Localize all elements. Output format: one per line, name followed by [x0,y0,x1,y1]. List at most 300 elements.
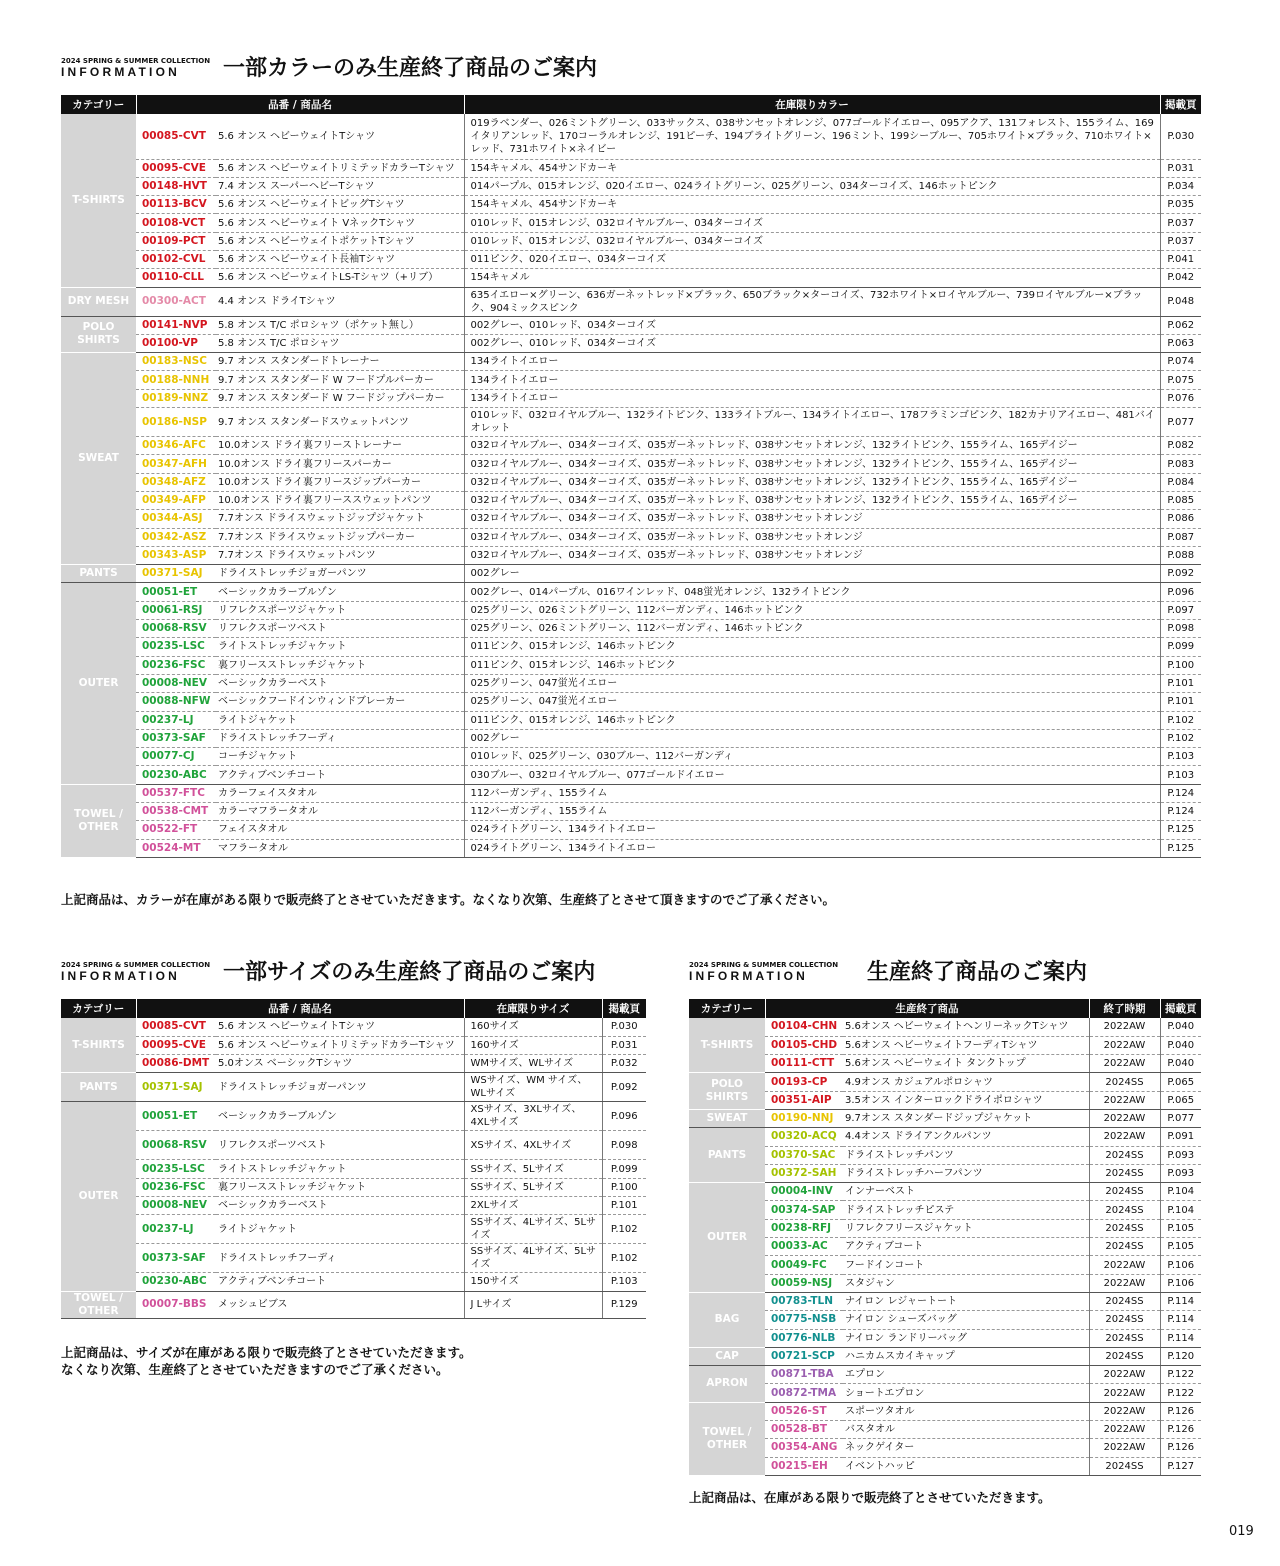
table-row [61,1196,646,1214]
product-code: 00007-BBS [136,1291,216,1318]
product-name: エプロン [843,1366,1089,1384]
table-row [61,601,1201,619]
page-ref: P.124 [1160,803,1201,821]
product-name: 10.0オンス ドライ裏フリースジップパーカー [216,473,464,491]
product-code: 00872-TMA [765,1384,843,1402]
product-colors: 025グリーン、047蛍光イエロー [464,693,1160,711]
page-ref: P.037 [1160,232,1201,250]
collection-label: 2024 SPRING & SUMMER COLLECTION [689,961,839,969]
category-cell: PANTS [61,1073,136,1102]
product-code: 00095-CVE [136,159,216,177]
product-code: 00104-CHN [765,1018,843,1036]
product-end: 2024SS [1089,1311,1160,1329]
product-code: 00215-EH [765,1457,843,1475]
product-name: 4.4オンス ドライアンクルパンツ [843,1128,1089,1146]
product-code: 00373-SAF [136,729,216,747]
table-row [61,729,1201,747]
product-code: 00371-SAJ [136,1073,216,1102]
section3-header [689,960,1088,985]
product-name: ナイロン レジャートート [843,1292,1089,1310]
product-end: 2022AW [1089,1091,1160,1109]
product-name: ナイロン ランドリーバッグ [843,1329,1089,1347]
product-name: 5.6 オンス ヘビーウェイトリミテッドカラーTシャツ [216,159,464,177]
page-ref: P.105 [1160,1219,1201,1237]
table-row [689,1128,1201,1146]
category-cell: T-SHIRTS [689,1018,765,1073]
table-row [61,1036,646,1054]
page-ref: P.077 [1160,408,1201,437]
section-title: 一部カラーのみ生産終了商品のご案内 [223,56,598,81]
product-code: 00238-RFJ [765,1219,843,1237]
product-end: 2022AW [1089,1018,1160,1036]
product-name: カラーフェイスタオル [216,784,464,802]
table-row [61,316,1201,334]
table-row [689,1439,1201,1457]
table-row [689,1164,1201,1182]
table-row [61,269,1201,287]
product-code: 00370-SAC [765,1146,843,1164]
page-ref: P.088 [1160,546,1201,564]
product-colors: 019ラベンダー、026ミントグリーン、033サックス、038サンセットオレンジ、077ゴールドイエロー、095アクア、131フォレスト、155ライム、169イタリアンレッド、170コーラルオレンジ、191ピーチ、194ブライトグリーン、196ミント、199シーブルー、705ホワイト×ブラック、710ホワイト×レッド、731ホワイト×ネイビー [464,114,1160,159]
product-name: アクティブベンチコート [216,766,464,784]
page-ref: P.106 [1160,1256,1201,1274]
product-name: 10.0オンス ドライ裏フリーストレーナー [216,437,464,455]
product-code: 00193-CP [765,1073,843,1091]
product-name: フードインコート [843,1256,1089,1274]
table-row [61,1215,646,1244]
product-name: ライトジャケット [216,1215,464,1244]
product-colors: 010レッド、032ロイヤルブルー、132ライトピンク、133ライトブルー、134ライトイエロー、178フラミンゴピンク、182カナリアイエロー、481バイオレット [464,408,1160,437]
table-row [689,1036,1201,1054]
page-ref: P.084 [1160,473,1201,491]
product-name: 5.6オンス ヘビーウェイトフーディTシャツ [843,1036,1089,1054]
page-ref: P.093 [1160,1146,1201,1164]
page-ref: P.124 [1160,784,1201,802]
product-end: 2024SS [1089,1457,1160,1475]
section2-note: 上記商品は、サイズが在庫がある限りで販売終了とさせていただきます。 なくなり次第、生産終了とさせていただきますのでご了承ください。 [61,1345,472,1377]
product-colors: 010レッド、015オレンジ、032ロイヤルブルー、034ターコイズ [464,232,1160,250]
product-colors: 002グレー、010レッド、034ターコイズ [464,316,1160,334]
product-code: 00113-BCV [136,196,216,214]
page-ref: P.102 [1160,711,1201,729]
product-colors: 010レッド、025グリーン、030ブルー、112バーガンディ [464,748,1160,766]
product-code: 00108-VCT [136,214,216,232]
page-ref: P.092 [1160,565,1201,583]
table-row [61,620,1201,638]
table-row [689,1238,1201,1256]
product-name: 5.8 オンス T/C ポロシャツ（ポケット無し） [216,316,464,334]
category-cell: TOWEL / OTHER [61,784,136,857]
product-name: 5.8 オンス T/C ポロシャツ [216,334,464,352]
page-ref: P.125 [1160,839,1201,857]
page-ref: P.075 [1160,371,1201,389]
section-title: 生産終了商品のご案内 [867,960,1088,985]
section-title: 一部サイズのみ生産終了商品のご案内 [223,960,596,985]
page-ref: P.103 [602,1273,646,1291]
product-code: 00061-RSJ [136,601,216,619]
product-colors: 002グレー、014パープル、016ワインレッド、048蛍光オレンジ、132ライトピンク [464,583,1160,601]
table-row [689,1183,1201,1201]
category-cell: T-SHIRTS [61,1018,136,1073]
table-row [689,1274,1201,1292]
product-code: 00351-AIP [765,1091,843,1109]
table-row [689,1402,1201,1420]
category-cell: T-SHIRTS [61,114,136,287]
product-code: 00349-AFP [136,491,216,509]
product-code: 00354-ANG [765,1439,843,1457]
page-ref: P.042 [1160,269,1201,287]
product-end: 2022AW [1089,1128,1160,1146]
info-label: INFORMATION [689,969,808,983]
page-ref: P.120 [1160,1347,1201,1365]
product-sizes: SSサイズ、5Lサイズ [464,1160,602,1178]
table-row [689,1146,1201,1164]
product-name: 3.5オンス インターロックドライポロシャツ [843,1091,1089,1109]
product-code: 00004-INV [765,1183,843,1201]
product-name: 7.4 オンス スーパーヘビーTシャツ [216,177,464,195]
page-ref: P.100 [602,1178,646,1196]
table-row [689,1347,1201,1365]
page-ref: P.106 [1160,1274,1201,1292]
page-ref: P.040 [1160,1036,1201,1054]
product-sizes: WMサイズ、WLサイズ [464,1055,602,1073]
product-code: 00033-AC [765,1238,843,1256]
header-sizes: 在庫限りサイズ [464,999,602,1018]
product-code: 00348-AFZ [136,473,216,491]
product-name: ベーシックフードインウィンドブレーカー [216,693,464,711]
product-code: 00236-FSC [136,1178,216,1196]
product-name: 7.7オンス ドライスウェットパンツ [216,546,464,564]
product-code: 00102-CVL [136,250,216,268]
header-page: 掲載頁 [1160,999,1201,1018]
collection-label: 2024 SPRING & SUMMER COLLECTION [61,961,211,969]
table-row [61,232,1201,250]
product-code: 00347-AFH [136,455,216,473]
product-code: 00105-CHD [765,1036,843,1054]
table-row [61,510,1201,528]
product-name: ドライストレッチフーディ [216,729,464,747]
table-row [61,711,1201,729]
product-end: 2022AW [1089,1055,1160,1073]
product-code: 00109-PCT [136,232,216,250]
table-row [61,784,1201,802]
product-name: アクティブコート [843,1238,1089,1256]
table-row [61,437,1201,455]
table-row [61,455,1201,473]
page-ref: P.114 [1160,1329,1201,1347]
table-row [61,491,1201,509]
page-number: 019 [1229,1524,1254,1539]
page-ref: P.126 [1160,1402,1201,1420]
page-ref: P.035 [1160,196,1201,214]
page-ref: P.126 [1160,1439,1201,1457]
product-code: 00346-AFC [136,437,216,455]
product-name: カラーマフラータオル [216,803,464,821]
product-name: 5.6 オンス ヘビーウェイトLS-Tシャツ（+リブ） [216,269,464,287]
product-name: リフレクフリースジャケット [843,1219,1089,1237]
product-code: 00783-TLN [765,1292,843,1310]
page-ref: P.105 [1160,1238,1201,1256]
page-ref: P.034 [1160,177,1201,195]
product-colors: 112バーガンディ、155ライム [464,784,1160,802]
page-ref: P.086 [1160,510,1201,528]
product-end: 2022AW [1089,1036,1160,1054]
product-name: 10.0オンス ドライ裏フリーススウェットパンツ [216,491,464,509]
product-name: ドライストレッチハーフパンツ [843,1164,1089,1182]
product-name: ドライストレッチパンツ [843,1146,1089,1164]
product-code: 00189-NNZ [136,389,216,407]
product-sizes: SSサイズ、4Lサイズ、5Lサイズ [464,1215,602,1244]
table-row [689,1256,1201,1274]
product-colors: 635イエロー×グリーン、636ガーネットレッド×ブラック、650ブラック×ターコイズ、732ホワイト×ロイヤルブルー、739ロイヤルブルー×ブラック、904ミックスピンク [464,287,1160,316]
product-colors: 024ライトグリーン、134ライトイエロー [464,839,1160,857]
page-ref: P.125 [1160,821,1201,839]
product-code: 00371-SAJ [136,565,216,583]
product-name: 5.6 オンス ヘビーウェイトポケットTシャツ [216,232,464,250]
product-code: 00237-LJ [136,1215,216,1244]
header-end-period: 終了時期 [1089,999,1160,1018]
product-name: バスタオル [843,1421,1089,1439]
table-row [689,1421,1201,1439]
table-row [61,214,1201,232]
product-code: 00300-ACT [136,287,216,316]
product-name: 9.7 オンス スタンダード W フードジップパーカー [216,389,464,407]
table-row [61,656,1201,674]
category-cell: OUTER [61,583,136,784]
product-colors: 002グレー [464,729,1160,747]
product-colors: 032ロイヤルブルー、034ターコイズ、035ガーネットレッド、038サンセットオレンジ、132ライトピンク、155ライム、165デイジー [464,437,1160,455]
product-code: 00068-RSV [136,620,216,638]
product-end: 2024SS [1089,1347,1160,1365]
section1-header [61,56,598,81]
table-row [61,1178,646,1196]
product-name: 5.0オンス ベーシックTシャツ [216,1055,464,1073]
product-colors: 011ピンク、015オレンジ、146ホットピンク [464,638,1160,656]
table-row [61,766,1201,784]
category-cell: CAP [689,1347,765,1365]
product-name: ドライストレッチピステ [843,1201,1089,1219]
table-row [689,1457,1201,1475]
product-colors: 134ライトイエロー [464,353,1160,371]
product-end: 2024SS [1089,1073,1160,1091]
product-name: マフラータオル [216,839,464,857]
page-ref: P.126 [1160,1421,1201,1439]
category-cell: OUTER [689,1183,765,1293]
product-code: 00088-NFW [136,693,216,711]
product-code: 00085-CVT [136,114,216,159]
product-name: ライトジャケット [216,711,464,729]
product-name: ショートエプロン [843,1384,1089,1402]
page-ref: P.076 [1160,389,1201,407]
page-ref: P.104 [1160,1183,1201,1201]
page-ref: P.096 [1160,583,1201,601]
product-name: 10.0オンス ドライ裏フリースパーカー [216,455,464,473]
product-name: 4.9オンス カジュアルポロシャツ [843,1073,1089,1091]
page-ref: P.102 [602,1244,646,1273]
product-sizes: J Lサイズ [464,1291,602,1318]
product-name: 5.6 オンス ヘビーウェイトビッグTシャツ [216,196,464,214]
product-code: 00320-ACQ [765,1128,843,1146]
collection-label: 2024 SPRING & SUMMER COLLECTION [61,57,211,65]
product-colors: 134ライトイエロー [464,371,1160,389]
page-ref: P.122 [1160,1366,1201,1384]
page-ref: P.093 [1160,1164,1201,1182]
product-code: 00776-NLB [765,1329,843,1347]
table-row [61,693,1201,711]
table-row [689,1073,1201,1091]
product-colors: 032ロイヤルブルー、034ターコイズ、035ガーネットレッド、038サンセットオレンジ、132ライトピンク、155ライム、165デイジー [464,455,1160,473]
product-colors: 011ピンク、015オレンジ、146ホットピンク [464,711,1160,729]
product-name: ライトストレッチジャケット [216,638,464,656]
table-row [61,353,1201,371]
product-colors: 002グレー [464,565,1160,583]
product-sizes: SSサイズ、4Lサイズ、5Lサイズ [464,1244,602,1273]
page-ref: P.077 [1160,1109,1201,1127]
product-end: 2022AW [1089,1366,1160,1384]
product-code: 00051-ET [136,583,216,601]
product-name: ベーシックカラーブルゾン [216,1102,464,1131]
page-ref: P.030 [602,1018,646,1036]
category-cell: APRON [689,1366,765,1403]
product-name: ドライストレッチフーディ [216,1244,464,1273]
page-ref: P.104 [1160,1201,1201,1219]
product-name: 裏フリースストレッチジャケット [216,1178,464,1196]
page-ref: P.030 [1160,114,1201,159]
table-row [689,1329,1201,1347]
color-discontinue-table [61,95,1201,858]
product-code: 00148-HVT [136,177,216,195]
page-ref: P.098 [602,1131,646,1160]
product-end: 2022AW [1089,1256,1160,1274]
product-name: リフレクスポーツベスト [216,1131,464,1160]
product-colors: 014パープル、015オレンジ、020イエロー、024ライトグリーン、025グリーン、034ターコイズ、146ホットピンク [464,177,1160,195]
product-code: 00373-SAF [136,1244,216,1273]
product-name: 9.7 オンス スタンダードトレーナー [216,353,464,371]
table-row [689,1109,1201,1127]
product-sizes: SSサイズ、5Lサイズ [464,1178,602,1196]
product-code: 00008-NEV [136,674,216,692]
product-code: 00077-CJ [136,748,216,766]
product-end: 2022AW [1089,1274,1160,1292]
product-code: 00235-LSC [136,1160,216,1178]
header-page: 掲載頁 [1160,95,1201,114]
product-name: 5.6 オンス ヘビーウェイトTシャツ [216,1018,464,1036]
table-row [61,334,1201,352]
category-cell: BAG [689,1292,765,1347]
table-row [61,803,1201,821]
page-ref: P.062 [1160,316,1201,334]
product-colors: 134ライトイエロー [464,389,1160,407]
product-end: 2024SS [1089,1146,1160,1164]
product-code: 00526-ST [765,1402,843,1420]
page-ref: P.099 [602,1160,646,1178]
product-sizes: WSサイズ、WM サイズ、WLサイズ [464,1073,602,1102]
category-cell: TOWEL / OTHER [61,1291,136,1318]
product-code: 00537-FTC [136,784,216,802]
table-row [689,1384,1201,1402]
product-end: 2024SS [1089,1219,1160,1237]
table-row [61,1055,646,1073]
page-ref: P.114 [1160,1311,1201,1329]
product-colors: 154キャメル [464,269,1160,287]
page-ref: P.083 [1160,455,1201,473]
table-row [61,674,1201,692]
page-ref: P.037 [1160,214,1201,232]
product-code: 00775-NSB [765,1311,843,1329]
product-colors: 032ロイヤルブルー、034ターコイズ、035ガーネットレッド、038サンセットオレンジ、132ライトピンク、155ライム、165デイジー [464,473,1160,491]
product-sizes: 150サイズ [464,1273,602,1291]
product-name: スタジャン [843,1274,1089,1292]
info-label: INFORMATION [61,969,180,983]
page-ref: P.085 [1160,491,1201,509]
product-code: 00049-FC [765,1256,843,1274]
page-ref: P.127 [1160,1457,1201,1475]
product-name: インナーベスト [843,1183,1089,1201]
table-row [689,1055,1201,1073]
product-name: 5.6 オンス ヘビーウェイトリミテッドカラーTシャツ [216,1036,464,1054]
product-sizes: 2XLサイズ [464,1196,602,1214]
category-cell: SWEAT [61,353,136,565]
product-code: 00237-LJ [136,711,216,729]
section3-note: 上記商品は、在庫がある限りで販売終了とさせていただきます。 [689,1490,1051,1505]
product-end: 2024SS [1089,1164,1160,1182]
product-name: 裏フリースストレッチジャケット [216,656,464,674]
table-row [61,546,1201,564]
product-name: 5.6 オンス ヘビーウェイト VネックTシャツ [216,214,464,232]
product-sizes: XSサイズ、3XLサイズ、4XLサイズ [464,1102,602,1131]
product-colors: 002グレー、010レッド、034ターコイズ [464,334,1160,352]
product-code: 00183-NSC [136,353,216,371]
table-row [61,473,1201,491]
table-row [61,565,1201,583]
header-product: 品番 / 商品名 [136,95,464,114]
product-code: 00528-BT [765,1421,843,1439]
product-end: 2024SS [1089,1201,1160,1219]
product-name: 4.4 オンス ドライTシャツ [216,287,464,316]
product-colors: 024ライトグリーン、134ライトイエロー [464,821,1160,839]
header-category: カテゴリー [61,95,136,114]
header-product: 生産終了商品 [765,999,1089,1018]
table-row [61,114,1201,159]
table-row [61,821,1201,839]
product-name: ドライストレッチジョガーパンツ [216,565,464,583]
product-name: ベーシックカラーベスト [216,674,464,692]
product-colors: 154キャメル、454サンドカーキ [464,196,1160,214]
product-colors: 010レッド、015オレンジ、032ロイヤルブルー、034ターコイズ [464,214,1160,232]
table-row [61,196,1201,214]
product-name: ベーシックカラーベスト [216,1196,464,1214]
product-code: 00059-NSJ [765,1274,843,1292]
table-row [61,748,1201,766]
table-row [689,1201,1201,1219]
product-name: コーチジャケット [216,748,464,766]
table-row [61,408,1201,437]
page-ref: P.041 [1160,250,1201,268]
page-ref: P.101 [1160,674,1201,692]
product-code: 00230-ABC [136,766,216,784]
product-code: 00343-ASP [136,546,216,564]
page-ref: P.129 [602,1291,646,1318]
product-code: 00008-NEV [136,1196,216,1214]
page-ref: P.103 [1160,766,1201,784]
page-ref: P.063 [1160,334,1201,352]
page-ref: P.092 [602,1073,646,1102]
product-code: 00095-CVE [136,1036,216,1054]
product-name: リフレクスポーツベスト [216,620,464,638]
product-code: 00342-ASZ [136,528,216,546]
header-colors: 在庫限りカラー [464,95,1160,114]
category-cell: PANTS [61,565,136,583]
